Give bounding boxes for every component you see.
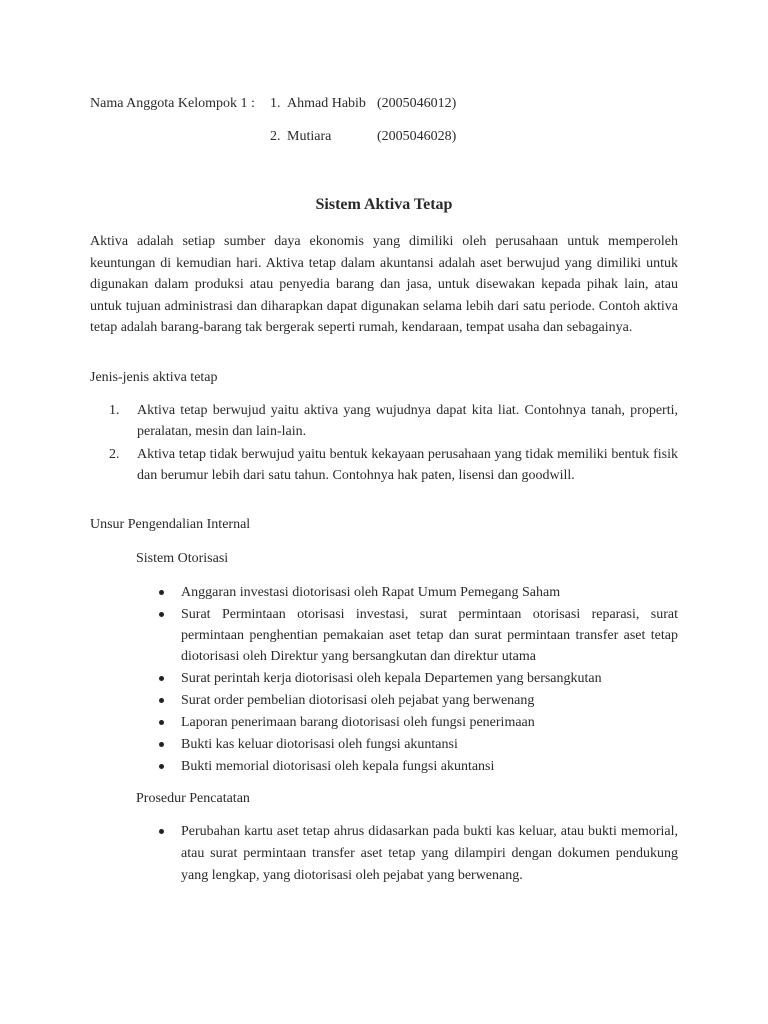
recording-list bbox=[181, 821, 678, 887]
types-heading: Jenis-jenis aktiva tetap bbox=[90, 370, 218, 385]
member-2-id: (2005046028) bbox=[377, 129, 457, 144]
list-item-text: Anggaran investasi diotorisasi oleh Rapat Umum Pemegang Saham bbox=[181, 585, 561, 600]
list-item bbox=[181, 756, 678, 777]
bullet-icon bbox=[159, 612, 164, 617]
list-item-text: Bukti kas keluar diotorisasi oleh fungsi akuntansi bbox=[181, 737, 458, 752]
list-item-text: Surat Permintaan otorisasi investasi, surat permintaan otorisasi reparasi, surat permintaan penghentian pemakaian aset tetap dan surat permintaan transfer aset tetap diotorisasi oleh Direktur yang bersangkutan dan direktur utama bbox=[181, 607, 678, 664]
bullet-icon bbox=[159, 676, 164, 681]
bullet-icon bbox=[159, 829, 164, 834]
intro-paragraph: Aktiva adalah setiap sumber daya ekonomis yang dimiliki oleh perusahaan untuk memperoleh keuntungan di kemudian hari. Aktiva tetap dalam akuntansi adalah aset berwujud yang dimiliki untuk digunakan dalam produksi atau penyedia barang dan jasa, untuk disewakan kepada pihak lain, atau untuk tujuan administrasi dan diharapkan dapat digunakan selama lebih dari satu periode. Contoh aktiva tetap adalah barang-barang tak bergerak seperti rumah, kendaraan, tempat usaha dan sebagainya. bbox=[90, 234, 678, 336]
list-number: 1. bbox=[109, 403, 120, 418]
bullet-icon bbox=[159, 590, 164, 595]
list-item bbox=[109, 444, 678, 486]
bullet-icon bbox=[159, 742, 164, 747]
bullet-icon bbox=[159, 720, 164, 725]
list-item-text: Bukti memorial diotorisasi oleh kepala fungsi akuntansi bbox=[181, 759, 495, 774]
types-list bbox=[109, 400, 678, 486]
list-item-text: Aktiva tetap berwujud yaitu aktiva yang wujudnya dapat kita liat. Contohnya tanah, properti, peralatan, mesin dan lain-lain. bbox=[137, 403, 678, 439]
bullet-icon bbox=[159, 698, 164, 703]
recording-heading: Prosedur Pencatatan bbox=[136, 791, 250, 806]
list-item-text: Perubahan kartu aset tetap ahrus didasarkan pada bukti kas keluar, atau bukti memorial, atau surat permintaan transfer aset tetap yang dilampiri dengan dokumen pendukung yang lengkap, yang diotorisasi oleh pejabat yang berwenang. bbox=[181, 824, 678, 883]
list-item-text: Laporan penerimaan barang diotorisasi oleh fungsi penerimaan bbox=[181, 715, 535, 730]
list-item-text: Aktiva tetap tidak berwujud yaitu bentuk kekayaan perusahaan yang tidak memiliki bentuk fisik dan berumur lebih dari satu tahun. Contohnya hak paten, lisensi dan goodwill. bbox=[137, 447, 678, 483]
list-item-text: Surat order pembelian diotorisasi oleh pejabat yang berwenang bbox=[181, 693, 535, 708]
bullet-icon bbox=[159, 764, 164, 769]
list-item bbox=[181, 690, 678, 711]
authorization-list bbox=[181, 582, 678, 777]
list-item bbox=[181, 734, 678, 755]
member-2-num: 2. bbox=[270, 129, 281, 144]
list-item bbox=[181, 668, 678, 689]
member-2-name: Mutiara bbox=[287, 129, 332, 144]
list-item bbox=[181, 712, 678, 733]
list-number: 2. bbox=[109, 447, 120, 462]
member-1-name: Ahmad Habib bbox=[287, 96, 366, 111]
authorization-heading: Sistem Otorisasi bbox=[136, 551, 229, 566]
members-label: Nama Anggota Kelompok 1 : bbox=[90, 96, 255, 111]
list-item bbox=[181, 604, 678, 667]
page-title: Sistem Aktiva Tetap bbox=[315, 196, 453, 213]
list-item bbox=[181, 821, 678, 887]
control-heading: Unsur Pengendalian Internal bbox=[90, 517, 251, 532]
list-item bbox=[181, 582, 678, 603]
list-item bbox=[109, 400, 678, 442]
list-item-text: Surat perintah kerja diotorisasi oleh kepala Departemen yang bersangkutan bbox=[181, 671, 602, 686]
member-1-num: 1. bbox=[270, 96, 281, 111]
member-1-id: (2005046012) bbox=[377, 96, 457, 111]
